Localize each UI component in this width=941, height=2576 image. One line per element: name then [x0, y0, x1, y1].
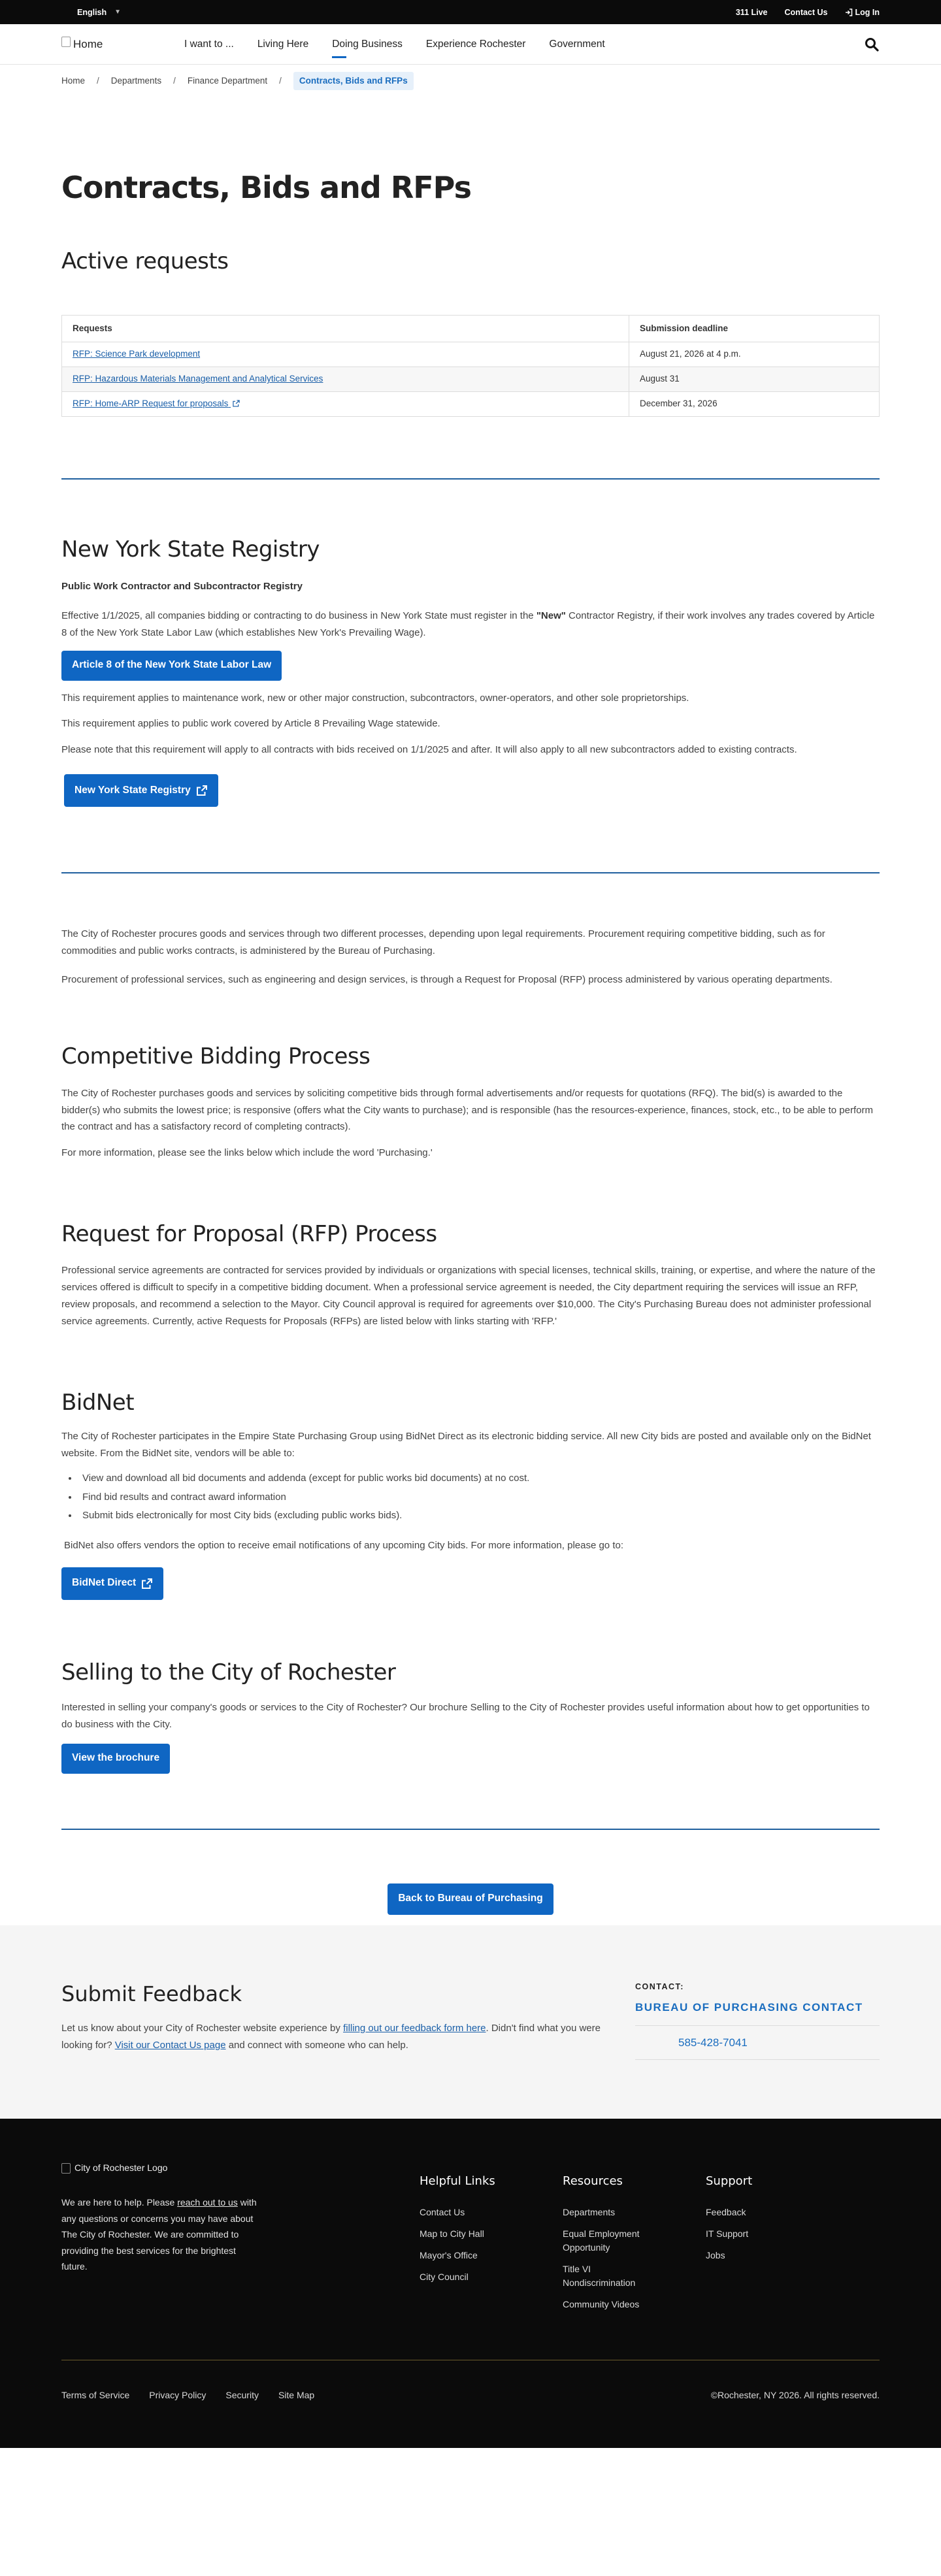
nys-registry-heading: New York State Registry	[61, 536, 320, 562]
external-link-icon	[233, 400, 240, 407]
home-logo-link[interactable]	[61, 31, 171, 57]
footer-link-it-support[interactable]: IT Support	[706, 2228, 749, 2239]
bidnet-heading: BidNet	[61, 1389, 135, 1416]
contact-phone-link[interactable]: 585-428-7041	[635, 2026, 880, 2060]
bidnet-features-list	[78, 1469, 880, 1525]
nav-item-i-want-to[interactable]: I want to ...	[184, 38, 234, 50]
list-item: • Submit bids electronically for most City bids (excluding public works bids).	[78, 1507, 880, 1525]
footer-about-text-1: We are here to help. Please	[61, 2197, 178, 2208]
bidnet-notifications-paragraph: BidNet also offers vendors the option to receive email notifications of any upcoming City bids. For more information, please go to:	[64, 1539, 623, 1551]
requests-table	[61, 315, 880, 417]
table-row	[62, 391, 880, 416]
breadcrumb-separator: /	[279, 76, 282, 86]
bidnet-direct-button[interactable]	[61, 1567, 163, 1600]
feedback-text-3: and connect with someone who can help.	[225, 2040, 408, 2051]
footer-support	[706, 2172, 836, 2319]
back-to-purchasing-button[interactable]	[388, 1883, 553, 1915]
view-brochure-button[interactable]	[61, 1744, 170, 1774]
footer-about	[61, 2194, 264, 2275]
footer-link-title-vi[interactable]: Title VI Nondiscrimination	[563, 2263, 636, 2288]
list-item: • View and download all bid documents and addenda (except for public works bid documents) at no cost.	[78, 1469, 880, 1488]
page-title: Contracts, Bids and RFPs	[61, 170, 471, 205]
breadcrumb-separator: /	[97, 76, 99, 86]
footer-helpful-links	[420, 2172, 563, 2319]
footer-copyright: ©Rochester, NY 2026. All rights reserved.	[710, 2389, 880, 2400]
nys-registry-paragraph	[61, 608, 880, 642]
footer-legal-links	[61, 2388, 314, 2402]
feedback-text-1: Let us know about your City of Rochester website experience by	[61, 2022, 344, 2034]
nys-new-emphasis: "New"	[536, 610, 566, 621]
nav-item-living-here[interactable]: Living Here	[257, 38, 309, 50]
contact-label: CONTACT:	[635, 1981, 684, 1991]
footer-link-map-city-hall[interactable]: Map to City Hall	[420, 2228, 484, 2239]
competitive-bidding-heading: Competitive Bidding Process	[61, 1043, 371, 1070]
nav-item-government[interactable]: Government	[549, 38, 605, 50]
utility-bar	[0, 0, 941, 24]
footer-resources-heading: Resources	[563, 2174, 623, 2188]
breadcrumb-finance[interactable]: Finance Department	[187, 76, 268, 86]
home-logo-alt-text: Home	[73, 38, 103, 50]
nys-text-2: Contractor Registry, if their work involves any trades covered by Article 8 of the New York State Labor Law (which establishes New York's Prevailing Wage).	[61, 610, 875, 638]
footer-about-text-2: with any questions or concerns you may have about The City of Rochester. We are committed to providing the best services for the brightest future.	[61, 2197, 257, 2272]
footer-link-feedback[interactable]: Feedback	[706, 2206, 746, 2217]
footer-link-community-videos[interactable]: Community Videos	[563, 2298, 640, 2309]
footer-link-security[interactable]: Security	[225, 2389, 259, 2400]
nys-text-1: Effective 1/1/2025, all companies bidding or contracting to do business in New York State must register in the	[61, 610, 537, 621]
external-link-icon	[141, 1578, 153, 1590]
section-divider	[61, 872, 880, 873]
section-divider	[61, 478, 880, 480]
request-link-home-arp-label: RFP: Home-ARP Request for proposals	[73, 399, 229, 409]
selling-heading: Selling to the City of Rochester	[61, 1659, 396, 1686]
breadcrumb-separator: /	[173, 76, 176, 86]
contact-name: BUREAU OF PURCHASING CONTACT	[635, 1998, 880, 2026]
login-label: Log In	[855, 7, 880, 17]
competitive-bidding-more-info: For more information, please see the links below which include the word 'Purchasing.'	[61, 1147, 433, 1159]
main-nav	[0, 24, 941, 65]
footer-link-privacy[interactable]: Privacy Policy	[149, 2389, 206, 2400]
bidnet-paragraph: The City of Rochester participates in the Empire State Purchasing Group using BidNet Direct as its electronic bidding service. All new City bids are posted and available only on the BidNet website. From the BidNet site, vendors will be able to:	[61, 1430, 871, 1459]
footer-link-eeo[interactable]: Equal Employment Opportunity	[563, 2228, 640, 2253]
feedback-form-link[interactable]: filling out our feedback form here	[343, 2022, 486, 2034]
contact-us-page-link[interactable]: Visit our Contact Us page	[114, 2040, 226, 2051]
nys-registry-subheading: Public Work Contractor and Subcontractor Registry	[61, 580, 303, 592]
request-deadline: August 21, 2026 at 4 p.m.	[629, 342, 880, 367]
search-icon[interactable]	[864, 37, 880, 52]
column-header-requests: Requests	[62, 315, 629, 342]
breadcrumb-current: Contracts, Bids and RFPs	[293, 72, 414, 90]
view-brochure-button-label: View the brochure	[72, 1752, 160, 1764]
feedback-heading: Submit Feedback	[61, 1981, 242, 2006]
feedback-text-2: . Didn't find what you were looking for?	[61, 2022, 601, 2051]
procurement-paragraph-2: Procurement of professional services, such as engineering and design services, is through a Request for Proposal (RFP) process administered by various operating departments.	[61, 973, 833, 985]
nys-registry-button[interactable]	[64, 774, 218, 807]
footer-logo-alt-text: City of Rochester Logo	[74, 2162, 168, 2173]
table-header-row	[62, 315, 880, 342]
breadcrumb-home[interactable]: Home	[61, 76, 86, 86]
bidnet-direct-button-label: BidNet Direct	[72, 1577, 137, 1589]
request-deadline: August 31	[629, 367, 880, 391]
broken-image-icon	[61, 37, 71, 47]
rfp-process-heading: Request for Proposal (RFP) Process	[61, 1220, 437, 1247]
rfp-process-paragraph: Professional service agreements are contracted for services provided by individuals or organizations with special licenses, technical skills, training, or expertise, and where the nature of the services offered is difficult to specify in a competitive bidding document. When a professional service agreement is needed, the City department requiring the services will issue an RFP, review proposals, and recommend a selection to the Mayor. City Council approval is required for agreements over $10,000. The City's Purchasing Bureau does not administer professional service agreements. Currently, active Requests for Proposals (RFPs) are listed below with links starting with 'RFP.'	[61, 1265, 876, 1327]
chevron-down-icon: ▼	[114, 8, 122, 16]
request-link-hazardous-materials[interactable]: RFP: Hazardous Materials Management and Analytical Services	[62, 367, 629, 391]
nav-item-experience-rochester[interactable]: Experience Rochester	[425, 38, 526, 50]
breadcrumb-departments[interactable]: Departments	[110, 76, 162, 86]
footer	[0, 2119, 941, 2448]
footer-link-terms[interactable]: Terms of Service	[61, 2389, 130, 2400]
nys-requirement-public-work: This requirement applies to public work covered by Article 8 Prevailing Wage statewide.	[61, 718, 440, 730]
footer-link-city-council[interactable]: City Council	[420, 2271, 469, 2282]
list-item: • Find bid results and contract award information	[78, 1488, 880, 1507]
footer-helpful-heading: Helpful Links	[420, 2174, 495, 2188]
nys-requirement-maintenance: This requirement applies to maintenance work, new or other major construction, subcontractors, owner-operators, and other sole proprietorships.	[61, 692, 689, 704]
utility-link-311[interactable]: 311 Live	[735, 7, 768, 17]
selling-paragraph: Interested in selling your company's goods or services to the City of Rochester? Our brochure Selling to the City of Rochester provides useful information about how to get opportunities to do business with the City.	[61, 1702, 870, 1730]
breadcrumb	[61, 65, 880, 91]
nav-item-doing-business[interactable]: Doing Business	[320, 24, 414, 65]
language-label: English	[77, 7, 107, 17]
utility-link-contact[interactable]: Contact Us	[784, 7, 828, 17]
external-link-icon	[196, 785, 208, 796]
language-selector[interactable]	[77, 6, 121, 19]
broken-image-icon	[61, 2163, 71, 2174]
competitive-bidding-paragraph: The City of Rochester purchases goods and services by soliciting competitive bids through formal advertisements and/or requests for quotations (RFQ). The bid(s) is awarded to the bidder(s) who submits the lowest price; is responsive (offers what the City wants to purchase); and is responsible (has the resources-experience, finances, stock, etc., to be able to perform the contract and has a satisfactory record of completing contracts).	[61, 1087, 873, 1133]
footer-resources	[563, 2172, 706, 2319]
nys-requirement-contracts: Please note that this requirement will apply to all contracts with bids received on 1/1/2025 and after. It will also apply to all new subcontractors added to existing contracts.	[61, 744, 797, 756]
footer-link-departments[interactable]: Departments	[563, 2206, 616, 2217]
request-deadline: December 31, 2026	[629, 391, 880, 416]
feedback-section	[0, 1925, 941, 2119]
request-link-science-park[interactable]: RFP: Science Park development	[62, 342, 629, 367]
back-to-purchasing-label: Back to Bureau of Purchasing	[398, 1893, 543, 1904]
footer-link-mayors-office[interactable]: Mayor's Office	[420, 2249, 478, 2260]
feedback-paragraph	[61, 2020, 604, 2055]
footer-link-contact-us[interactable]: Contact Us	[420, 2206, 465, 2217]
nys-registry-button-label: New York State Registry	[74, 784, 191, 796]
article-8-button[interactable]	[61, 651, 282, 681]
footer-support-heading: Support	[706, 2174, 753, 2188]
procurement-paragraph-1: The City of Rochester procures goods and services through two different processes, depending upon legal requirements. Procurement requiring competitive bidding, such as for commodities and public works contracts, is administered by the Bureau of Purchasing.	[61, 928, 825, 956]
article-8-button-label: Article 8 of the New York State Labor Law	[72, 659, 272, 671]
footer-link-jobs[interactable]: Jobs	[706, 2249, 725, 2260]
table-row	[62, 367, 880, 391]
reach-out-link[interactable]: reach out to us	[177, 2197, 238, 2208]
utility-link-login[interactable]	[845, 6, 880, 19]
section-divider	[61, 1829, 880, 1830]
request-link-home-arp[interactable]	[62, 391, 629, 416]
footer-link-site-map[interactable]: Site Map	[278, 2389, 315, 2400]
contact-card	[635, 1978, 880, 2060]
column-header-deadline: Submission deadline	[629, 315, 880, 342]
active-requests-heading: Active requests	[61, 248, 229, 274]
login-icon	[845, 8, 853, 16]
table-row	[62, 342, 880, 367]
